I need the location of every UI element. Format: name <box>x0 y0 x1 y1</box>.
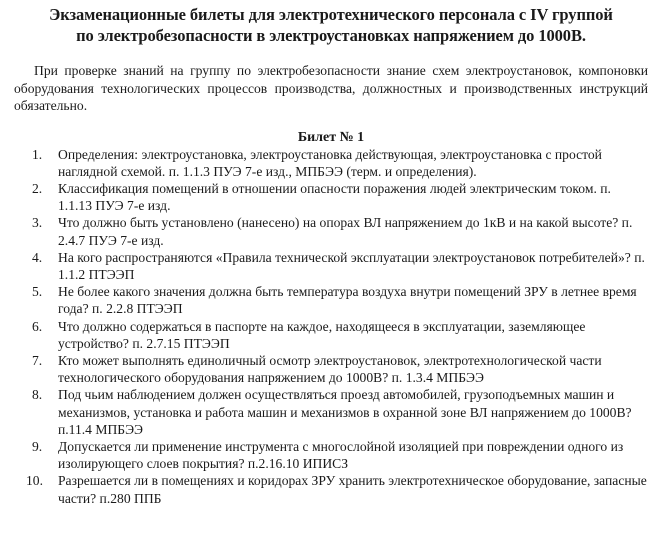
question-number: 7. <box>32 352 43 368</box>
question-list <box>0 146 662 507</box>
question-number: 1. <box>32 146 43 162</box>
intro-paragraph: При проверке знаний на группу по электробезопасности знание схем электроустановок, компоновки оборудования технологических процессов производства, должностных и производственных инструкций обязательно. <box>14 63 648 113</box>
question-text: Классификация помещений в отношении опасности поражения людей электрическим током. п. 1.1.13 ПУЭ 7-е изд. <box>58 180 611 214</box>
question-text: Не более какого значения должна быть температура воздуха внутри помещений ЗРУ в летнее время года? п. 2.2.8 ПТЭЭП <box>58 284 637 317</box>
question-text: Под чьим наблюдением должен осуществляться проезд автомобилей, грузоподъемных машин и механизмов, установка и работа машин и механизмов в охранной зоне ВЛ напряжением до 1000В? п.11.4 МПБЭЭ <box>58 387 632 437</box>
question-item <box>0 472 662 506</box>
question-item <box>0 180 662 214</box>
title-line-1: Экзаменационные билеты для электротехнического персонала с IV группой <box>49 5 613 24</box>
question-text: Определения: электроустановка, электроустановка действующая, электроустановка с простой наглядной схемой. п. 1.1.3 ПУЭ 7-е изд., МПБЭЭ (терм. и определения). <box>58 146 602 179</box>
question-number: 9. <box>32 438 43 454</box>
question-item <box>0 283 662 317</box>
question-item <box>0 249 662 283</box>
question-number: 4. <box>32 249 43 265</box>
question-number: 8. <box>32 387 43 403</box>
ticket-heading: Билет № 1 <box>297 129 365 145</box>
question-number: 2. <box>32 180 43 196</box>
question-text: Что должно содержаться в паспорте на каждое, находящееся в эксплуатации, заземляющее устройство? п. 2.7.15 ПТЭЭП <box>58 318 586 351</box>
document-title <box>0 0 662 46</box>
question-number: 3. <box>32 215 43 231</box>
question-number: 6. <box>32 318 43 334</box>
question-text: Разрешается ли в помещениях и коридорах ЗРУ хранить электротехническое оборудование, запасные части? п.280 ППБ <box>58 473 647 506</box>
question-number: 5. <box>32 284 43 300</box>
question-item <box>0 318 662 352</box>
question-item <box>0 352 662 386</box>
question-item <box>0 386 662 438</box>
question-number: 10. <box>26 473 43 489</box>
question-text: Допускается ли применение инструмента с многослойной изоляцией при повреждении одного из изолирующего слоев покрытия? п.2.16.10 ИПИСЗ <box>58 438 624 472</box>
title-line-2: по электробезопасности в электроустановках напряжением до 1000В. <box>76 26 586 45</box>
question-item <box>0 146 662 180</box>
question-text: Кто может выполнять единоличный осмотр электроустановок, электротехнологической части технологического оборудования напряжением до 1000В? п. 1.3.4 МПБЭЭ <box>58 352 602 386</box>
question-text: На кого распространяются «Правила технической эксплуатации электроустановок потребителей»? п. 1.1.2 ПТЭЭП <box>58 249 645 282</box>
question-text: Что должно быть установлено (нанесено) на опорах ВЛ напряжением до 1кВ и на какой высоте? п. 2.4.7 ПУЭ 7-е изд. <box>58 215 633 248</box>
question-item <box>0 214 662 248</box>
question-item <box>0 438 662 472</box>
